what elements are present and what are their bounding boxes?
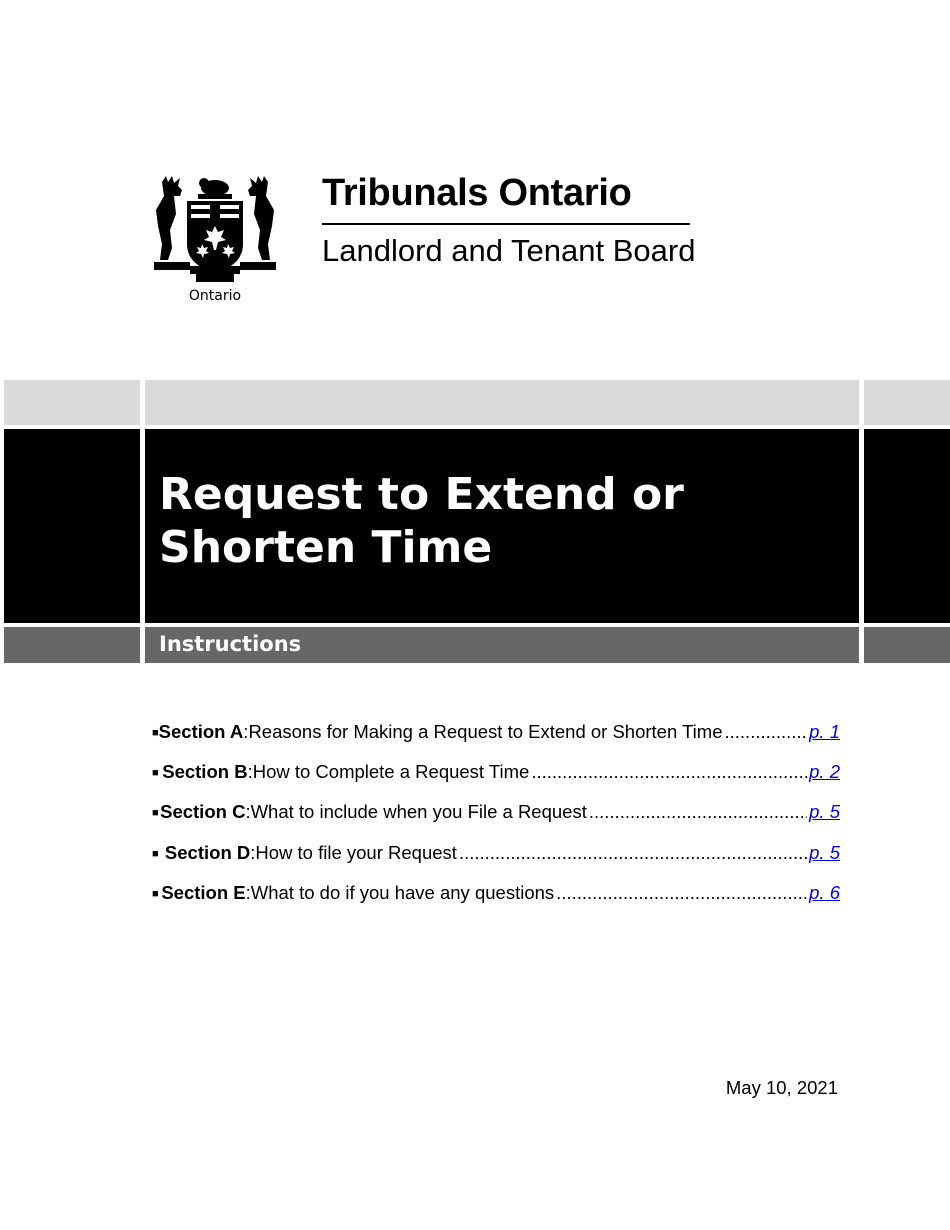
- toc-leader-dots: [589, 801, 807, 823]
- toc-section-label: Section C: [160, 801, 246, 823]
- toc-description: What to do if you have any questions: [250, 881, 555, 903]
- toc-section-label: Section D: [164, 841, 251, 863]
- bullet-icon: ■: [152, 847, 159, 860]
- toc-page-link[interactable]: p. 2: [809, 761, 840, 783]
- toc-page-link[interactable]: p. 6: [809, 881, 840, 903]
- banner-top-right: [864, 380, 950, 425]
- organization-name: Tribunals Ontario: [322, 172, 632, 214]
- toc-section-label: Section A: [158, 721, 244, 742]
- toc-item-section-b: ■ Section B: How to Complete a Request Time ..... p. 2: [152, 761, 840, 801]
- toc-item-section-e: ■ Section E: What to do if you have any questions ..... p. 6: [152, 882, 840, 922]
- banner-sub-left: [4, 627, 140, 663]
- banner-sub-right: [864, 627, 950, 663]
- banner-top-center: [145, 380, 859, 425]
- document-title: [159, 468, 849, 574]
- toc-description: How to file your Request: [255, 841, 457, 863]
- toc-page-link[interactable]: p. 5: [809, 841, 840, 863]
- logo-wordmark: Ontario: [188, 288, 242, 304]
- banner-top-left: [4, 380, 140, 425]
- banner-title-right: [864, 429, 950, 623]
- ontario-coat-of-arms-logo: [152, 174, 278, 306]
- toc-item-section-d: ■ Section D: How to file your Request ..... p. 5: [152, 842, 840, 882]
- division-name: Landlord and Tenant Board: [322, 233, 696, 268]
- toc-item-section-c: ■ Section C: What to include when you File a Request ..... p. 5: [152, 801, 840, 841]
- bullet-icon: ■: [152, 807, 159, 820]
- toc-item-section-a: ■ Section A: Reasons for Making a Request to Extend or Shorten Time ..... p. 1: [152, 721, 840, 761]
- toc-description: What to include when you File a Request: [250, 801, 587, 823]
- coat-of-arms-icon: [152, 174, 278, 286]
- banner-title-left: [4, 429, 140, 623]
- toc-section-label: Section E: [161, 881, 246, 903]
- toc-description: How to Complete a Request Time: [252, 761, 530, 783]
- bullet-icon: ■: [152, 767, 159, 780]
- toc-description: Reasons for Making a Request to Extend or Shorten Time: [248, 721, 723, 742]
- title-line-2: Shorten Time: [159, 522, 493, 573]
- toc-leader-dots: [531, 761, 807, 783]
- publication-date: May 10, 2021: [725, 1077, 838, 1098]
- toc-leader-dots: [725, 721, 808, 743]
- title-line-1: Request to Extend or: [159, 469, 684, 520]
- toc-page-link[interactable]: p. 1: [809, 721, 840, 742]
- toc-section-label: Section B: [162, 761, 248, 783]
- bullet-icon: ■: [152, 887, 159, 900]
- document-subtitle: Instructions: [159, 632, 302, 656]
- header-divider: [322, 223, 690, 225]
- toc-leader-dots: [459, 842, 807, 864]
- table-of-contents: [152, 721, 840, 922]
- toc-page-link[interactable]: p. 5: [809, 801, 840, 823]
- bullet-icon: ■: [152, 727, 159, 739]
- toc-leader-dots: [556, 882, 807, 904]
